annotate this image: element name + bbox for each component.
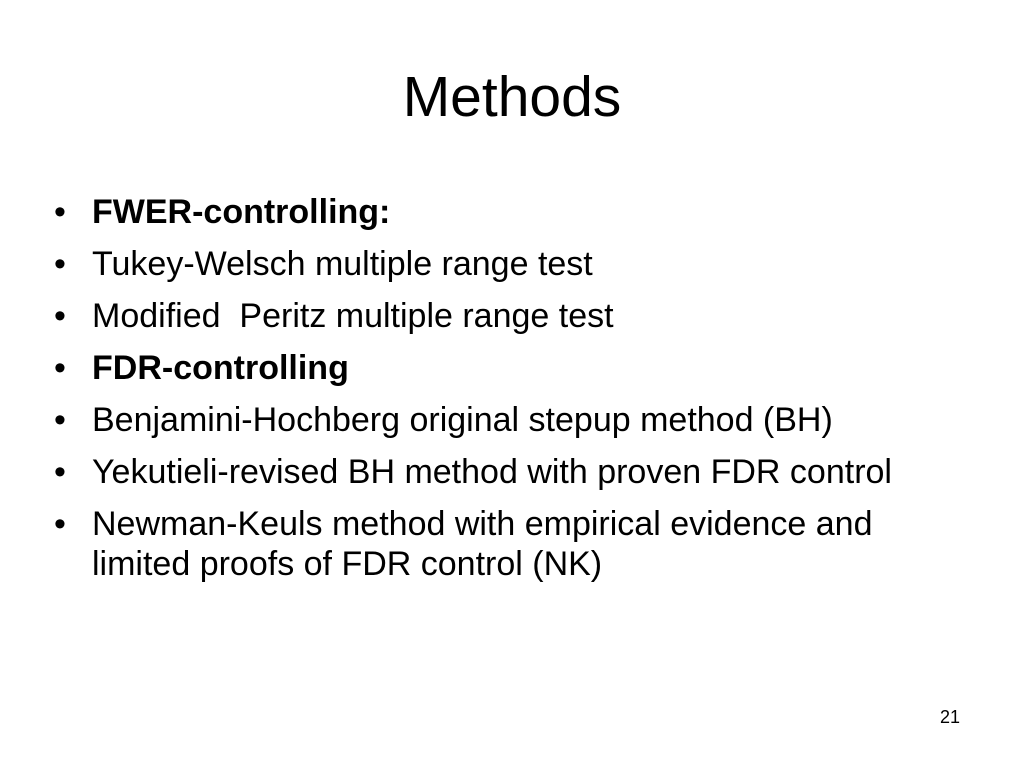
slide-title: Methods bbox=[402, 65, 622, 129]
bullet-list bbox=[54, 192, 954, 596]
bullet-text: FDR-controlling bbox=[92, 349, 349, 387]
bullet-icon: • bbox=[54, 505, 66, 543]
bullet-item-yekutieli bbox=[54, 452, 954, 492]
bullet-item-newman-keuls bbox=[54, 504, 954, 584]
bullet-text: Yekutieli-revised BH method with proven FDR control bbox=[92, 453, 892, 491]
bullet-text: Newman-Keuls method with empirical evidence and limited proofs of FDR control (NK) bbox=[92, 505, 882, 583]
bullet-item-benjamini-hochberg bbox=[54, 400, 954, 440]
page-number: 21 bbox=[939, 707, 960, 727]
bullet-text: Benjamini-Hochberg original stepup method (BH) bbox=[92, 401, 833, 439]
bullet-item-modified-peritz bbox=[54, 296, 954, 336]
bullet-item-fdr-controlling bbox=[54, 348, 954, 388]
bullet-icon: • bbox=[54, 453, 66, 491]
bullet-icon: • bbox=[54, 245, 66, 283]
bullet-icon: • bbox=[54, 297, 66, 335]
bullet-text: FWER-controlling: bbox=[92, 193, 391, 231]
bullet-text: Modified Peritz multiple range test bbox=[92, 297, 614, 335]
bullet-item-fwer-controlling bbox=[54, 192, 954, 232]
bullet-icon: • bbox=[54, 349, 66, 387]
bullet-text: Tukey-Welsch multiple range test bbox=[92, 245, 593, 283]
bullet-icon: • bbox=[54, 401, 66, 439]
bullet-item-tukey-welsch bbox=[54, 244, 954, 284]
bullet-icon: • bbox=[54, 193, 66, 231]
